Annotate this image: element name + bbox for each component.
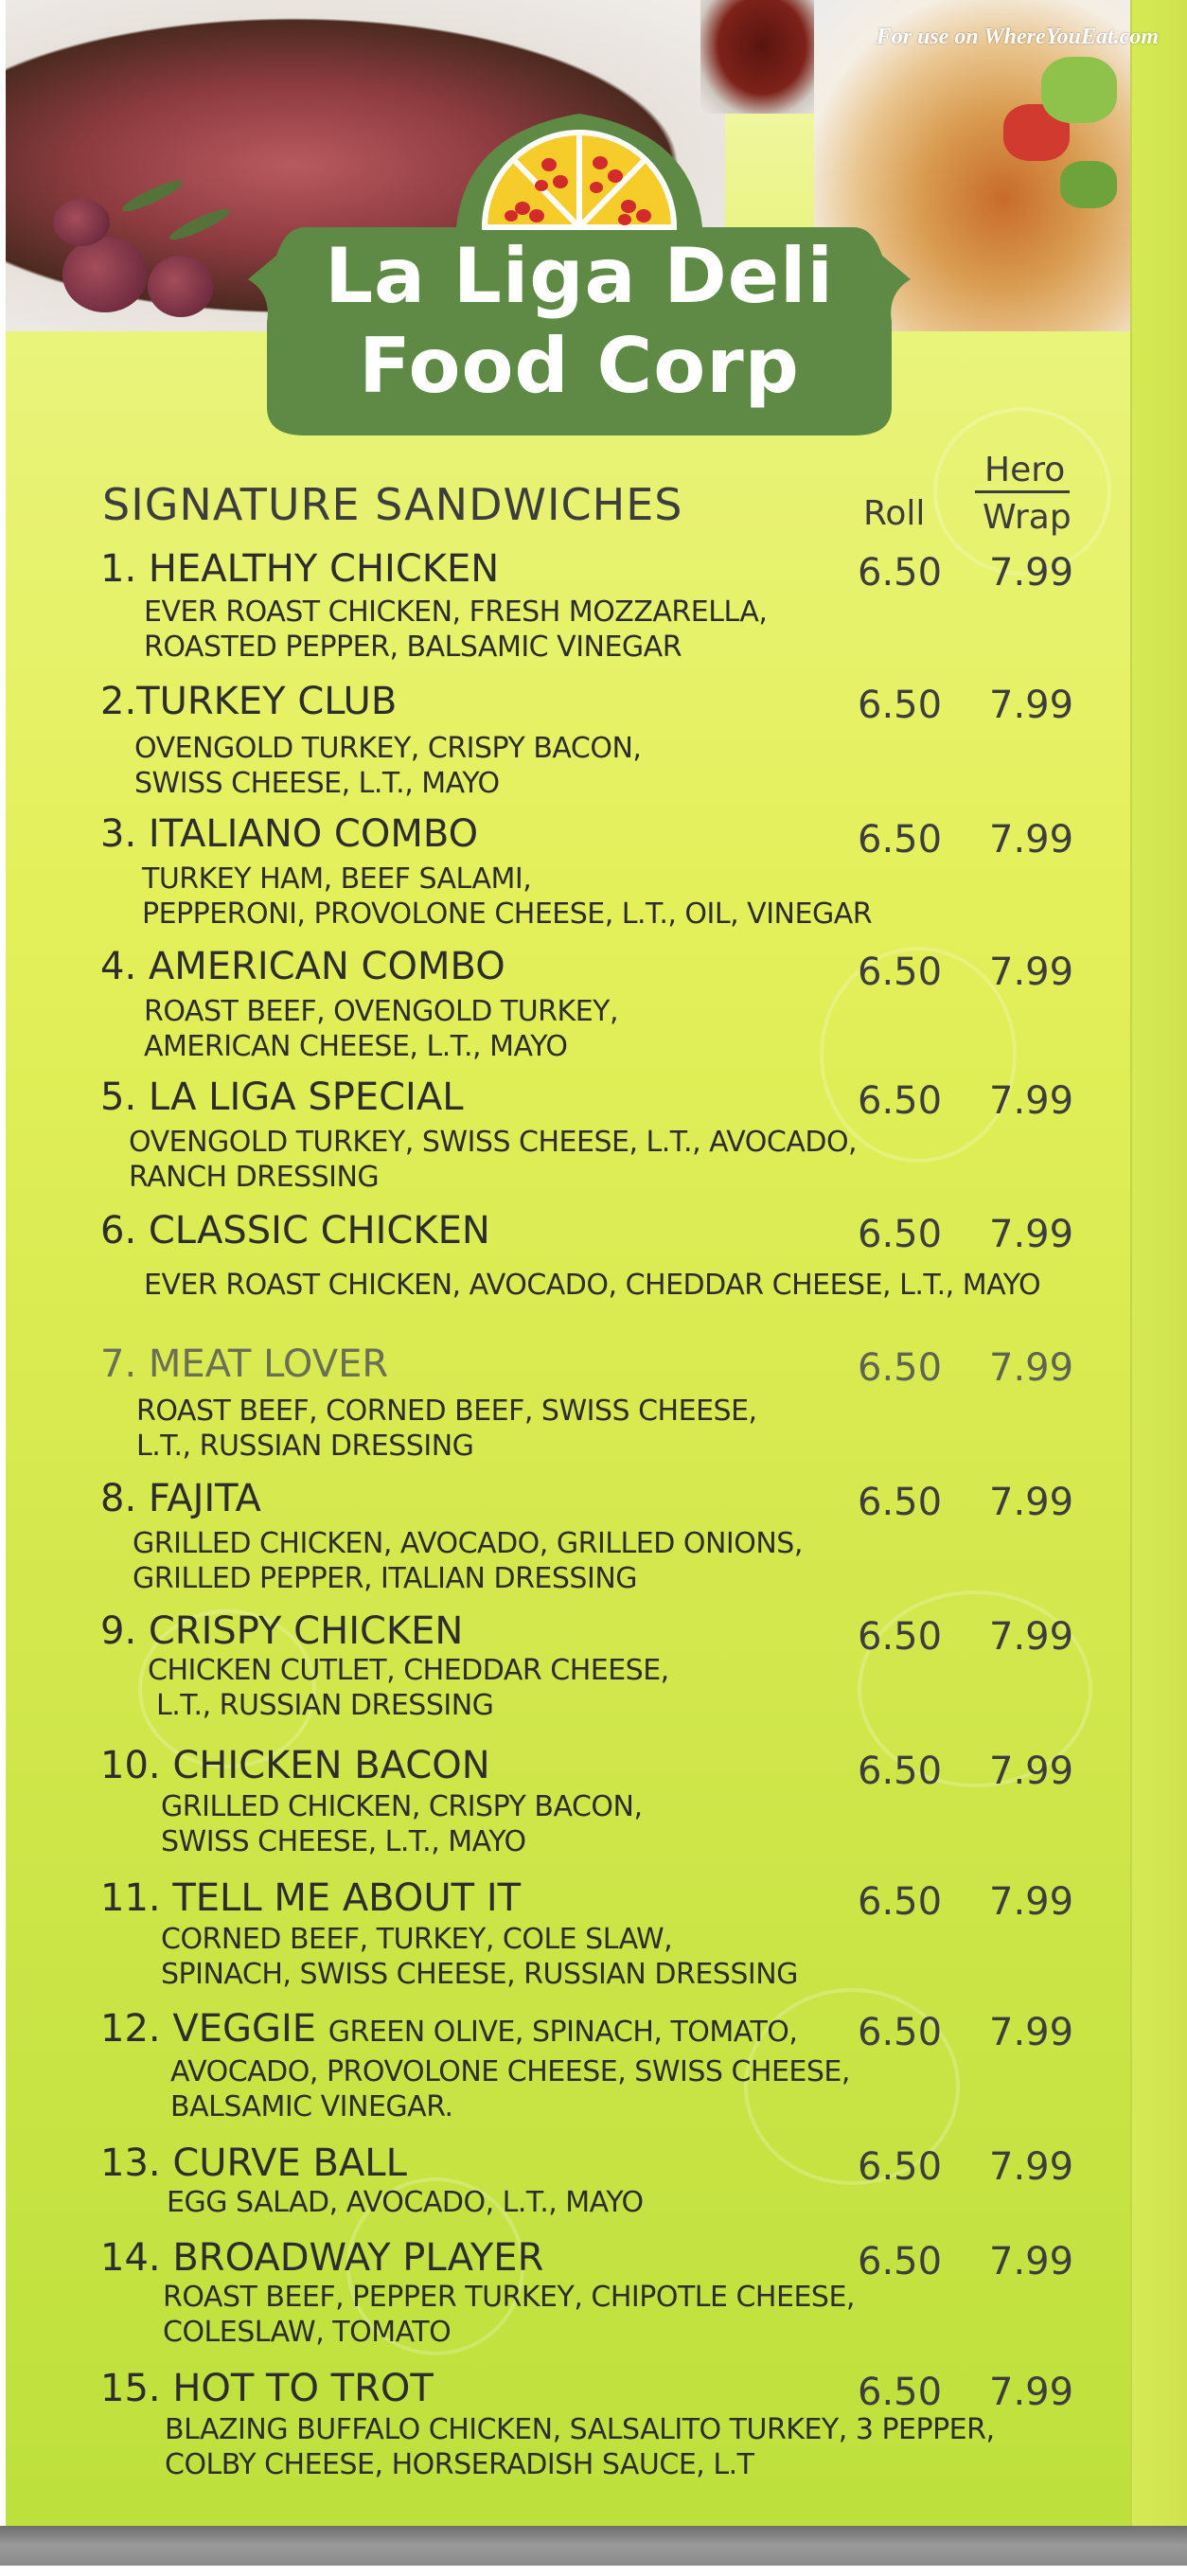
item-price-wrap: 7.99 [989,2011,1074,2054]
logo-line-2: Food Corp [359,322,800,410]
section-title: SIGNATURE SANDWICHES [102,479,683,530]
item-description: CORNED BEEF, TURKEY, COLE SLAW, SPINACH, SWISS CHEESE, RUSSIAN DRESSING [161,1923,798,1991]
item-name: 9. CRISPY CHICKEN [100,1609,464,1653]
fig-image [53,199,110,246]
item-description: BLAZING BUFFALO CHICKEN, SALSALITO TURKEY, 3 PEPPER, COLBY CHEESE, HORSERADISH SAUCE, L.T [165,2413,995,2481]
item-price-roll: 6.50 [858,1880,943,1924]
item-price-roll: 6.50 [858,551,943,595]
fig-image [148,256,214,317]
item-description: ROAST BEEF, OVENGOLD TURKEY, AMERICAN CHEESE, L.T., MAYO [144,995,619,1063]
item-price-roll: 6.50 [858,2371,943,2414]
item-price-roll: 6.50 [858,1615,943,1659]
item-price-wrap: 7.99 [989,1481,1074,1524]
lettuce-image [1060,161,1117,208]
item-name: 6. CLASSIC CHICKEN [100,1209,490,1252]
item-name: 13. CURVE BALL [100,2141,407,2185]
item-name: 7. MEAT LOVER [100,1342,389,1386]
item-name: 11. TELL ME ABOUT IT [100,1876,522,1920]
watermark: For use on WhereYouEat.com [876,25,1159,49]
herb-image [119,176,185,216]
item-price-wrap: 7.99 [989,950,1074,994]
item-price-wrap: 7.99 [989,1615,1074,1659]
item-name: 15. HOT TO TROT [100,2367,434,2410]
item-price-roll: 6.50 [858,1346,943,1390]
item-price-wrap: 7.99 [989,2240,1074,2283]
item-name: 2.TURKEY CLUB [100,680,398,723]
item-description: AVOCADO, PROVOLONE CHEESE, SWISS CHEESE, BALSAMIC VINEGAR. [170,2055,850,2123]
item-price-roll: 6.50 [858,2240,943,2283]
column-header-roll: Roll [863,494,926,533]
item-name: 10. CHICKEN BACON [100,1744,490,1787]
item-name: 14. BROADWAY PLAYER [100,2236,544,2280]
item-price-wrap: 7.99 [989,1213,1074,1256]
item-price-wrap: 7.99 [989,818,1074,862]
item-description: GRILLED CHICKEN, AVOCADO, GRILLED ONIONS, GRILLED PEPPER, ITALIAN DRESSING [133,1527,803,1595]
item-price-roll: 6.50 [858,2145,943,2189]
hero-underline [975,490,1070,493]
item-description: ROAST BEEF, PEPPER TURKEY, CHIPOTLE CHEESE, COLESLAW, TOMATO [163,2281,855,2349]
item-price-roll: 6.50 [858,818,943,862]
item-description: EGG SALAD, AVOCADO, L.T., MAYO [167,2186,644,2219]
item-price-roll: 6.50 [858,1750,943,1793]
item-price-wrap: 7.99 [989,551,1074,595]
item-description: EVER ROAST CHICKEN, AVOCADO, CHEDDAR CHEESE, L.T., MAYO [144,1269,1041,1302]
item-price-wrap: 7.99 [989,684,1074,727]
item-name: 5. LA LIGA SPECIAL [100,1075,464,1119]
item-name-text: 12. VEGGIE [100,2007,317,2051]
item-name [100,2007,797,2051]
fig-image [62,237,148,312]
item-price-roll: 6.50 [858,684,943,727]
brand-logo [248,95,911,454]
item-price-wrap: 7.99 [989,1079,1074,1123]
item-price-wrap: 7.99 [989,2371,1074,2414]
herb-image [167,204,232,244]
item-name: 3. ITALIANO COMBO [100,812,479,856]
item-description: OVENGOLD TURKEY, CRISPY BACON, SWISS CHEESE, L.T., MAYO [134,732,642,800]
logo-line-1: La Liga Deli [325,232,834,320]
bottom-strip [0,2526,1187,2566]
item-description: ROAST BEEF, CORNED BEEF, SWISS CHEESE, L.T., RUSSIAN DRESSING [136,1395,757,1463]
item-description: EVER ROAST CHICKEN, FRESH MOZZARELLA, ROASTED PEPPER, BALSAMIC VINEGAR [144,595,768,664]
item-name: 1. HEALTHY CHICKEN [100,547,500,591]
item-price-roll: 6.50 [858,2011,943,2054]
item-description: CHICKEN CUTLET, CHEDDAR CHEESE, L.T., RUSSIAN DRESSING [148,1654,669,1722]
column-header-hero: Hero [984,451,1066,489]
item-price-wrap: 7.99 [989,2145,1074,2189]
item-description: TURKEY HAM, BEEF SALAMI, PEPPERONI, PROVOLONE CHEESE, L.T., OIL, VINEGAR [142,862,873,931]
item-name: 8. FAJITA [100,1477,261,1520]
column-header-wrap: Wrap [983,498,1072,537]
lettuce-image [1041,57,1117,123]
item-price-wrap: 7.99 [989,1346,1074,1390]
item-price-roll: 6.50 [858,1079,943,1123]
item-name: 4. AMERICAN COMBO [100,945,505,988]
item-price-roll: 6.50 [858,950,943,994]
item-price-wrap: 7.99 [989,1750,1074,1793]
item-price-roll: 6.50 [858,1481,943,1524]
item-price-roll: 6.50 [858,1213,943,1256]
item-price-wrap: 7.99 [989,1880,1074,1924]
page-edge [1130,0,1187,2547]
item-description: GRILLED CHICKEN, CRISPY BACON, SWISS CHEESE, L.T., MAYO [161,1790,643,1858]
item-description-inline: GREEN OLIVE, SPINACH, TOMATO, [328,2016,798,2049]
item-description: OVENGOLD TURKEY, SWISS CHEESE, L.T., AVOCADO, RANCH DRESSING [129,1126,858,1194]
